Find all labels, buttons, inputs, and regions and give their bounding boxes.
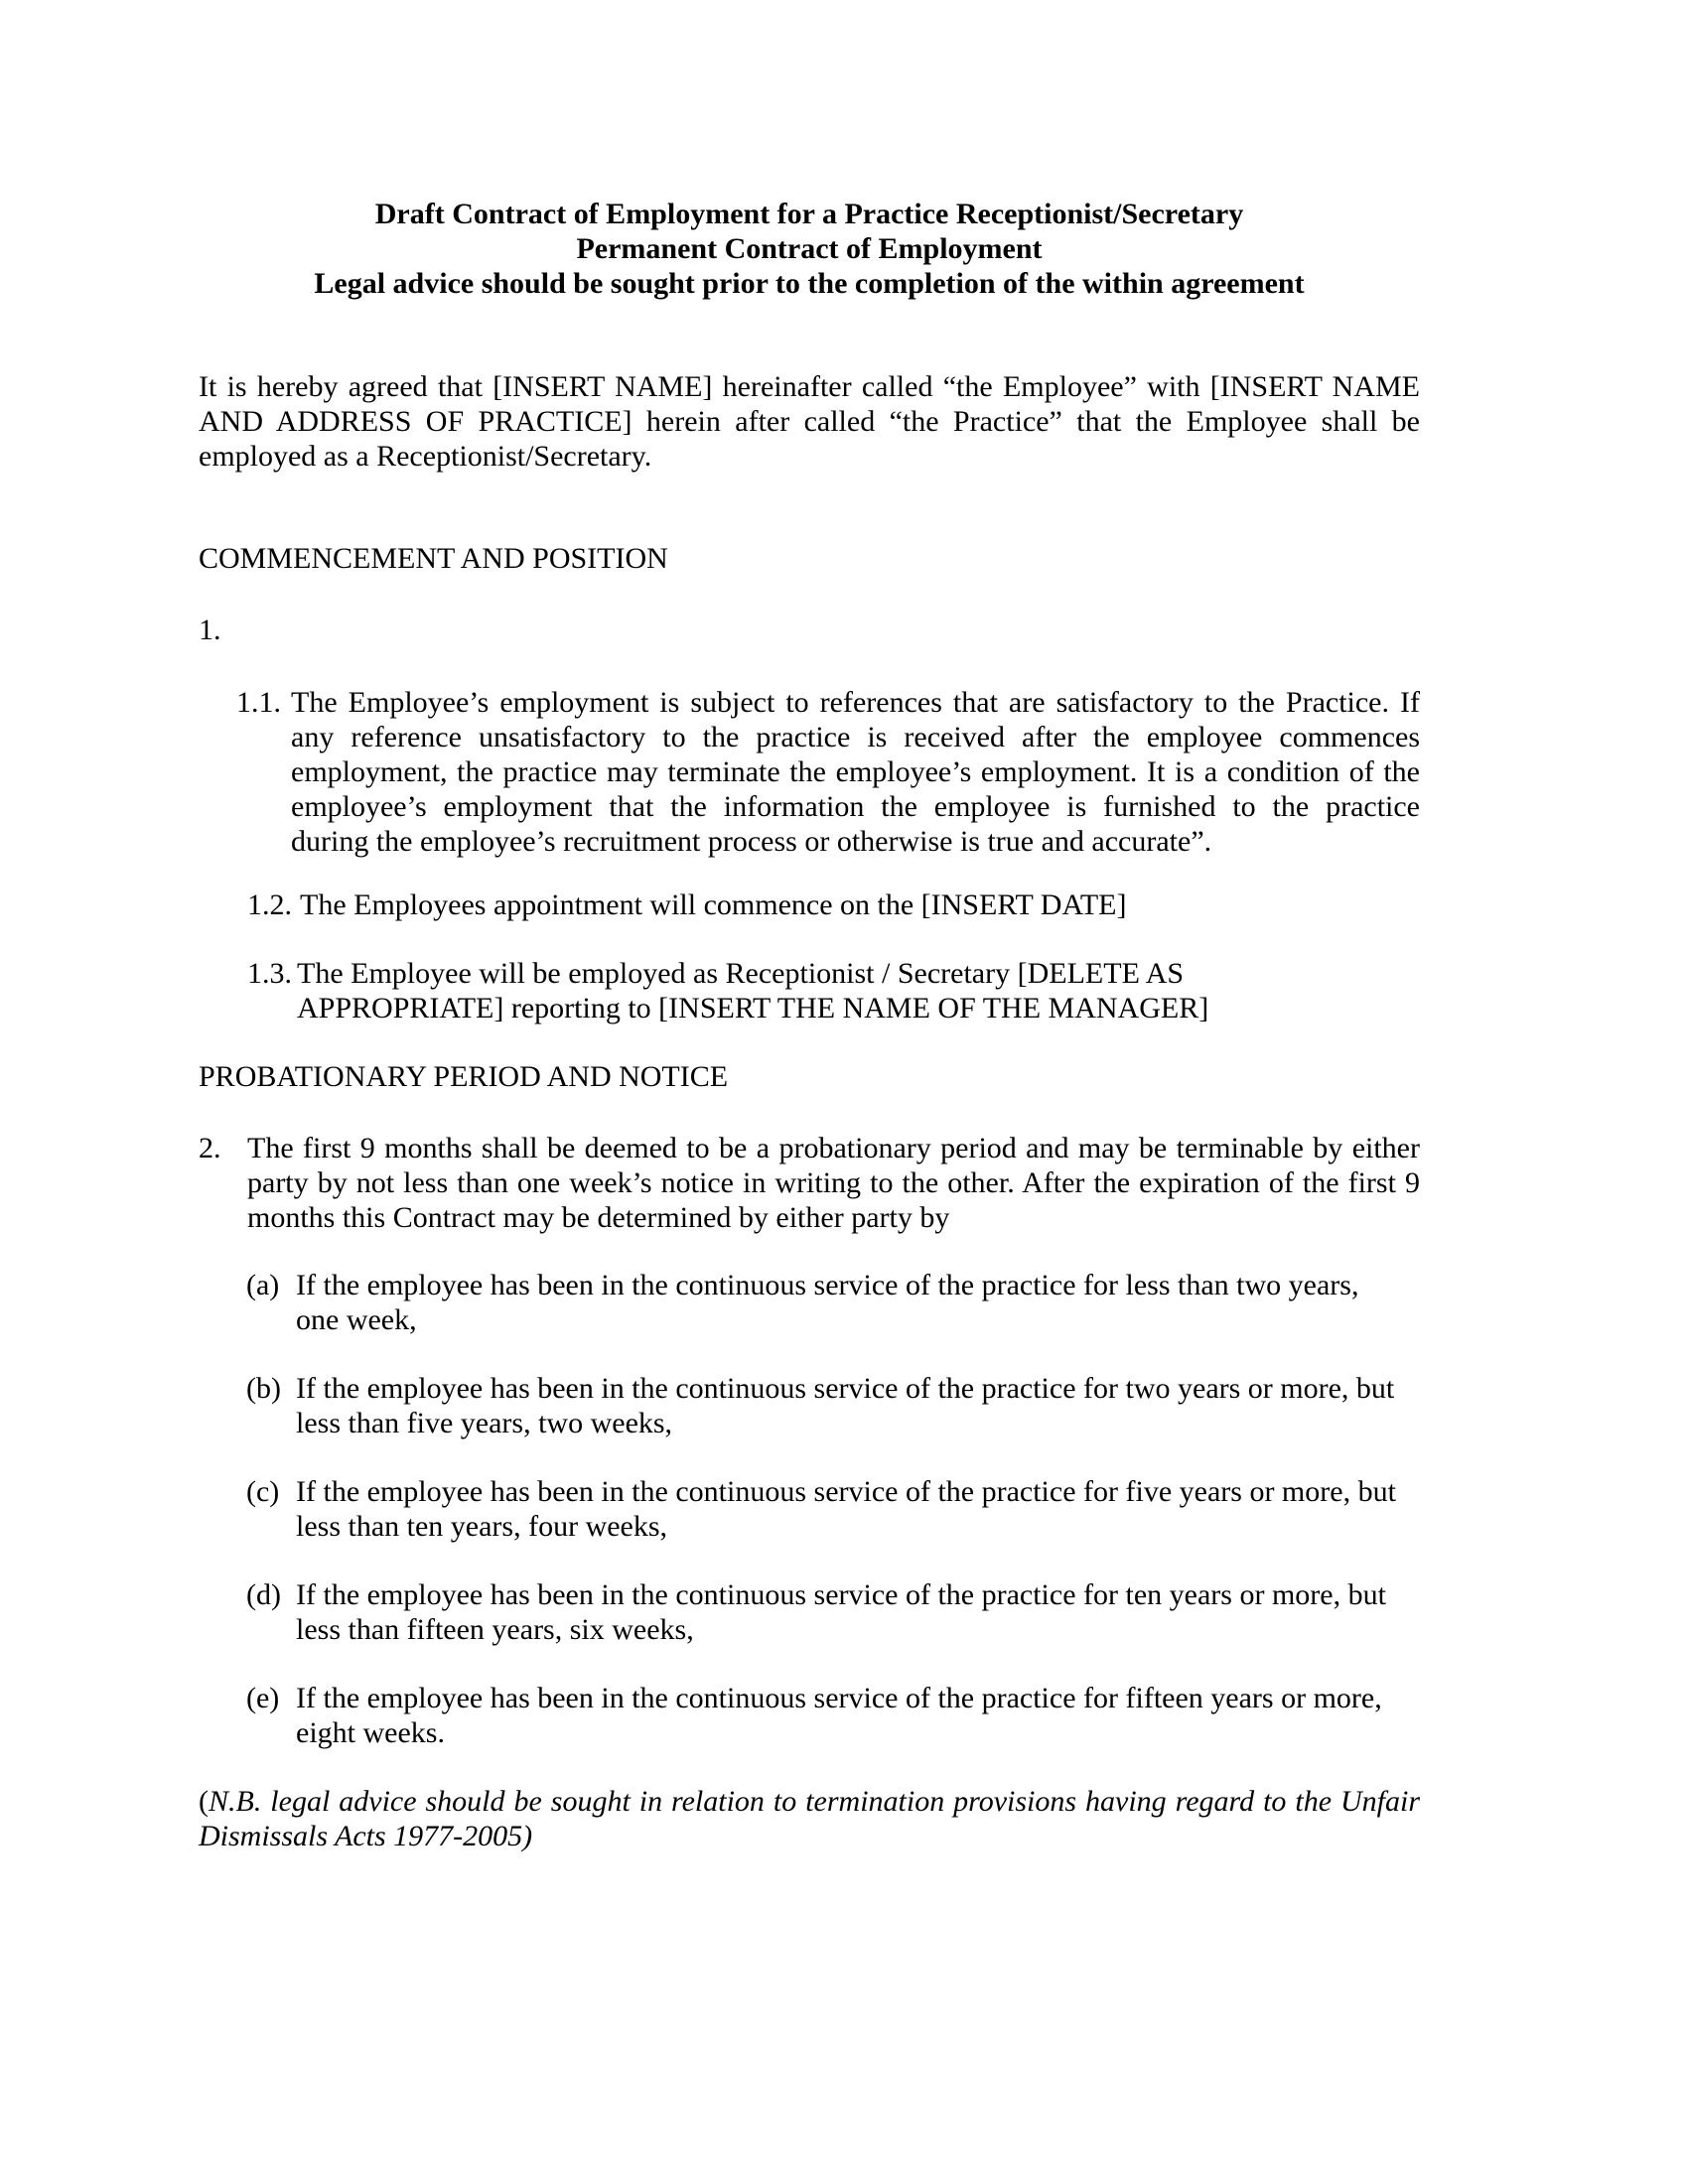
- clause-2: [199, 1131, 1420, 1240]
- clause-line: employment, the practice may terminate the employee’s employment. It is a condition of the: [291, 755, 1420, 788]
- document-subtitle: Permanent Contract of Employment: [576, 232, 1043, 265]
- intro-line: employed as a Receptionist/Secretary.: [199, 440, 652, 473]
- notice-item-e: [246, 1681, 1420, 1755]
- clause-line: employee’s employment that the information the employee is furnished to the practice: [291, 790, 1420, 823]
- item-label: (d): [246, 1578, 281, 1611]
- notice-item-b: [246, 1371, 1420, 1445]
- section-heading-probationary: PROBATIONARY PERIOD AND NOTICE: [199, 1060, 729, 1093]
- notice-item-a: [246, 1268, 1420, 1342]
- intro-line: AND ADDRESS OF PRACTICE] herein after called “the Practice” that the Employee shall be: [199, 405, 1420, 438]
- note-paren: (: [199, 1785, 209, 1818]
- item-line: If the employee has been in the continuous service of the practice for ten years or more, but: [296, 1578, 1386, 1611]
- clause-line: The Employees appointment will commence on the [INSERT DATE]: [300, 888, 1127, 921]
- item-label: (c): [246, 1475, 280, 1508]
- clause-number: 1.2.: [247, 888, 292, 921]
- clause-line: APPROPRIATE] reporting to [INSERT THE NAME OF THE MANAGER]: [297, 992, 1209, 1024]
- clause-line: during the employee’s recruitment process or otherwise is true and accurate”.: [291, 825, 1212, 858]
- clause-1-3: [247, 956, 1420, 1030]
- clause-line: The Employee’s employment is subject to references that are satisfactory to the Practice. If: [291, 686, 1420, 719]
- note-line: N.B. legal advice should be sought in relation to termination provisions having regard to the Unfair: [209, 1785, 1420, 1818]
- item-line: eight weeks.: [296, 1716, 445, 1749]
- clause-1-2: [247, 887, 1420, 927]
- item-line: less than ten years, four weeks,: [296, 1510, 668, 1543]
- item-line: one week,: [296, 1303, 417, 1336]
- clause-line: months this Contract may be determined by either party by: [247, 1201, 950, 1234]
- item-label: (b): [246, 1372, 281, 1405]
- item-line: less than five years, two weeks,: [296, 1407, 673, 1439]
- item-line: less than fifteen years, six weeks,: [296, 1613, 694, 1646]
- item-line: If the employee has been in the continuous service of the practice for less than two years,: [296, 1269, 1359, 1301]
- clause-line: The first 9 months shall be deemed to be a probationary period and may be terminable by either: [247, 1132, 1420, 1164]
- clause-line: The Employee will be employed as Receptionist / Secretary [DELETE AS: [297, 957, 1185, 990]
- document-title: Draft Contract of Employment for a Practice Receptionist/Secretary: [374, 198, 1244, 230]
- section-heading-commencement: COMMENCEMENT AND POSITION: [199, 542, 668, 575]
- clause-line: party by not less than one week’s notice in writing to the other. After the expiration of the first 9: [247, 1166, 1420, 1199]
- item-label: (a): [246, 1269, 280, 1301]
- intro-paragraph: [199, 369, 1420, 474]
- section-number-1: 1.: [199, 614, 221, 646]
- item-line: If the employee has been in the continuous service of the practice for fifteen years or more,: [296, 1682, 1382, 1714]
- intro-line: It is hereby agreed that [INSERT NAME] hereinafter called “the Employee” with [INSERT NAME: [199, 370, 1420, 403]
- clause-number: 1.1.: [236, 686, 281, 719]
- note-line: Dismissals Acts 1977-2005): [199, 1820, 533, 1852]
- clause-number: 1.3.: [247, 957, 292, 990]
- notice-item-c: [246, 1474, 1420, 1549]
- item-line: If the employee has been in the continuous service of the practice for two years or more, but: [296, 1372, 1395, 1405]
- clause-1-1: [236, 685, 1420, 864]
- termination-note: [199, 1784, 1420, 1853]
- item-line: If the employee has been in the continuous service of the practice for five years or more, but: [296, 1475, 1396, 1508]
- notice-item-d: [246, 1577, 1420, 1652]
- item-label: (e): [246, 1682, 280, 1714]
- clause-line: any reference unsatisfactory to the practice is received after the employee commences: [291, 721, 1420, 753]
- clause-number: 2.: [199, 1132, 221, 1164]
- document-header: [199, 197, 1420, 301]
- legal-advice-notice: Legal advice should be sought prior to the completion of the within agreement: [314, 267, 1305, 300]
